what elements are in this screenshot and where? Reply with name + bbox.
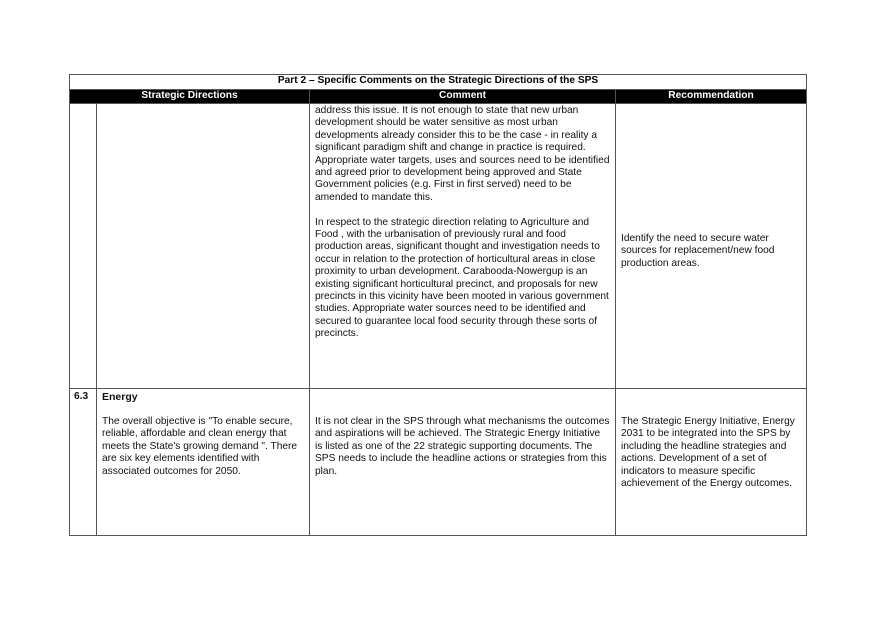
comment-cell [310,104,616,389]
strategic-directions-table [69,74,807,536]
number-cell-empty [70,104,97,389]
energy-objective: The overall objective is "To enable secure, reliable, affordable and clean energy that meets the State's growing demand ". There are six key elements identified with associated outcomes for 2050. [102,416,298,477]
table-title-row [70,75,807,90]
table-row-energy [70,389,807,536]
direction-cell-empty [97,104,310,389]
energy-comment: It is not clear in the SPS through what mechanisms the outcomes and aspirations will be achieved. The Strategic Energy Initiative is listed as one of the 22 strategic supporting documents. The SPS needs to include the headline actions or strategies from this plan. [315,416,610,477]
direction-cell [97,389,310,536]
recommendation-cell [616,104,807,389]
table-row-continued [70,104,807,389]
table-title: Part 2 – Specific Comments on the Strategic Directions of the SPS [70,75,807,90]
recommendation-cell [616,389,807,536]
section-heading: Energy [102,391,138,403]
section-number: 6.3 [70,389,97,536]
table-header-row [70,90,807,104]
header-recommendation: Recommendation [616,90,807,104]
comment-paragraph-agriculture: In respect to the strategic direction relating to Agriculture and Food , with the urbanisation of previously rural and food production areas, significant thought and investigation needs to occur in relation to the protection of horticultural areas in close proximity to urban development. Carabooda-Nowergup is an existing significant horticultural precinct, and proposals for new precincts in this vicinity have been mooted in various government studies. Appropriate water sources need to be identified and secured to guarantee local food security through these sorts of precincts. [315,216,609,340]
comment-cell [310,389,616,536]
energy-recommendation: The Strategic Energy Initiative, Energy 2031 to be integrated into the SPS by including the headline strategies and actions. Development of a set of indicators to measure specific achievement of the Energy outcomes. [621,416,795,490]
comment-paragraph-water: address this issue. It is not enough to state that new urban development should be water sensitive as most urban developments already consider this to be the case - in reality a significant paradigm shift and change in practice is required. Appropriate water targets, uses and sources need to be identified and agreed prior to development being approved and State Government policies (e.g. First in first served) need to be amended to mandate this. [315,105,610,203]
recommendation-water-sources: Identify the need to secure water sources for replacement/new food production areas. [621,233,775,269]
header-comment: Comment [310,90,616,104]
header-strategic-directions: Strategic Directions [70,90,310,104]
